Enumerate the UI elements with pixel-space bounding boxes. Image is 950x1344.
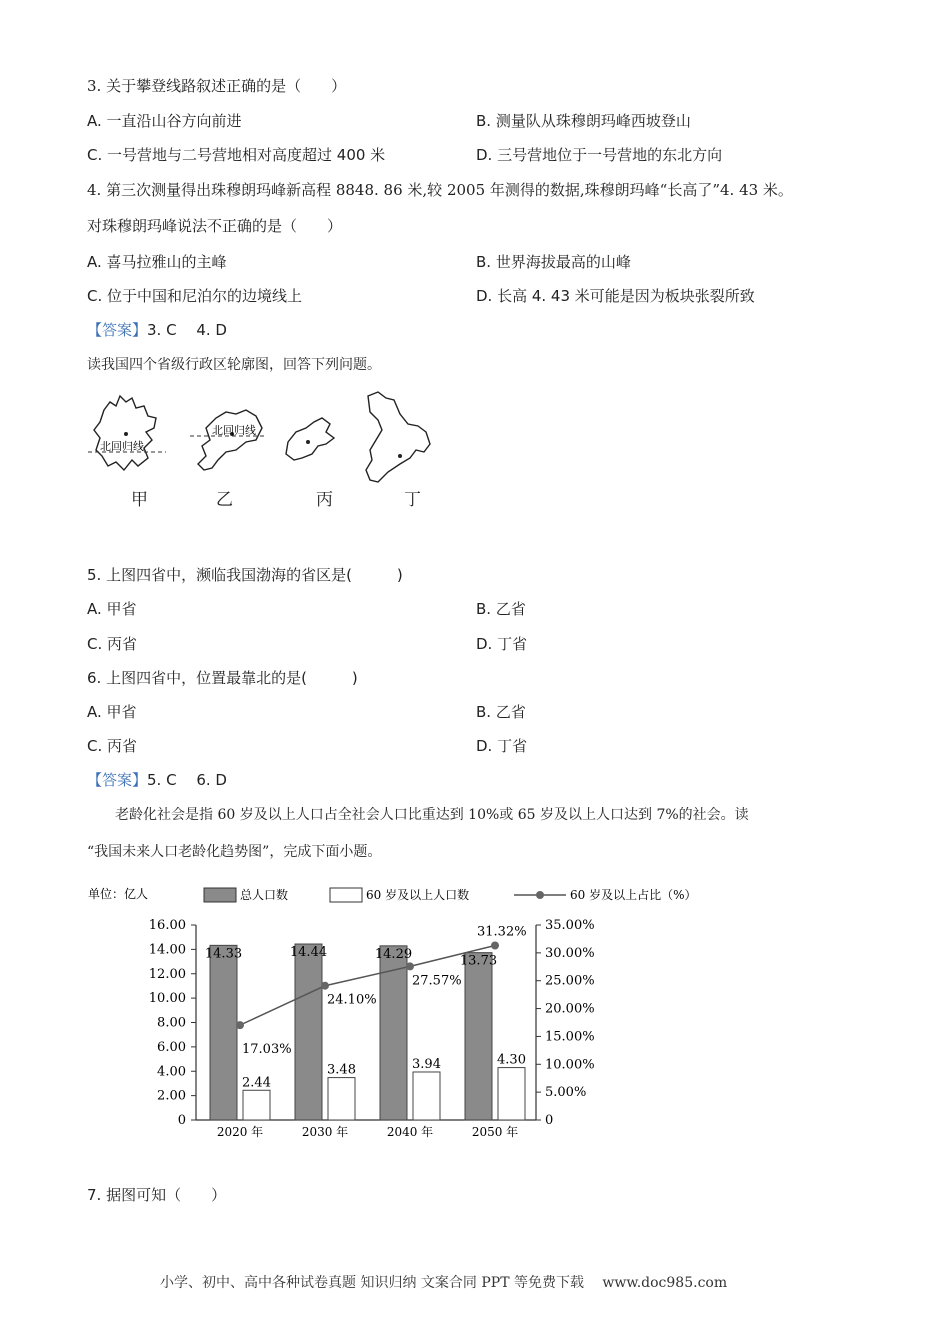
left-tick-label: 14.00	[148, 942, 186, 958]
bar-total	[295, 944, 322, 1120]
q4-stem-line1: 4. 第三次测量得出珠穆朗玛峰新高程 8848. 86 米,较 2005 年测得的数据,珠穆朗玛峰“长高了”4. 43 米。	[87, 181, 793, 199]
left-tick-label: 10.00	[148, 991, 186, 1007]
aging-trend-chart-svg	[86, 880, 697, 1150]
q6-option-b: B. 乙省	[476, 703, 526, 721]
x-tick-label: 2030 年	[301, 1125, 349, 1139]
q3-option-a: A. 一直沿山谷方向前进	[87, 112, 242, 130]
bar-elderly	[498, 1068, 525, 1120]
q6-option-d: D. 丁省	[476, 737, 528, 755]
ratio-point-label: 17.03%	[242, 1042, 292, 1058]
ratio-point	[236, 1021, 244, 1029]
capital-dot-jia	[124, 432, 128, 436]
tropic-label-jia: 北回归线	[100, 440, 144, 453]
bar-elderly-label: 4.30	[497, 1052, 526, 1068]
map-intro: 读我国四个省级行政区轮廓图，回答下列问题。	[87, 357, 381, 373]
right-tick-label: 30.00%	[545, 945, 595, 961]
q3-option-c: C. 一号营地与二号营地相对高度超过 400 米	[87, 146, 386, 164]
q5-option-d: D. 丁省	[476, 635, 528, 653]
bar-total-label: 13.73	[459, 953, 498, 969]
outline-yi	[198, 410, 262, 470]
ratio-point	[491, 942, 499, 950]
bar-elderly-label: 3.94	[412, 1056, 441, 1072]
q3-option-b: B. 测量队从珠穆朗玛峰西坡登山	[476, 112, 691, 130]
left-tick-label: 12.00	[148, 966, 186, 982]
q6-option-c: C. 丙省	[87, 737, 138, 755]
q4-option-b: B. 世界海拔最高的山峰	[476, 253, 631, 271]
capital-dot-bing	[306, 440, 310, 444]
bar-total	[210, 945, 237, 1120]
bars	[205, 944, 526, 1120]
legend-swatch-elderly	[330, 888, 362, 902]
ratio-point-label: 24.10%	[327, 992, 377, 1008]
tropic-label-yi: 北回归线	[212, 424, 256, 437]
legend-ratio: 60 岁及以上占比（%）	[570, 888, 697, 902]
q5-option-a: A. 甲省	[87, 600, 137, 618]
left-tick-label: 16.00	[148, 918, 186, 933]
q4-option-c: C. 位于中国和尼泊尔的边境线上	[87, 287, 303, 305]
ratio-point	[406, 962, 414, 970]
capital-dot-ding	[398, 454, 402, 458]
answer-3-4	[87, 320, 227, 340]
x-axis-ticks	[217, 1124, 518, 1139]
right-tick-label: 5.00%	[545, 1085, 587, 1101]
left-tick-label: 4.00	[157, 1064, 186, 1080]
right-tick-label: 25.00%	[545, 973, 595, 989]
q7-stem: 7. 据图可知（ ）	[87, 1186, 227, 1204]
answer-tag: 【答案】	[87, 771, 148, 789]
right-tick-label: 35.00%	[545, 918, 595, 933]
legend-elderly: 60 岁及以上人口数	[366, 888, 470, 902]
q5-option-c: C. 丙省	[87, 635, 138, 653]
right-tick-label: 10.00%	[545, 1057, 595, 1073]
q4-option-d: D. 长高 4. 43 米可能是因为板块张裂所致	[476, 287, 755, 305]
x-tick-label: 2020 年	[216, 1125, 264, 1139]
bar-elderly	[413, 1072, 440, 1120]
left-tick-label: 2.00	[157, 1088, 186, 1104]
q3-stem: 3. 关于攀登线路叙述正确的是（ ）	[87, 77, 347, 95]
q6-option-a: A. 甲省	[87, 703, 137, 721]
province-outline-maps	[86, 388, 466, 510]
left-tick-label: 0	[177, 1113, 186, 1128]
answer-5-6	[87, 770, 227, 790]
q3-option-d: D. 三号营地位于一号营地的东北方向	[476, 146, 723, 164]
page-footer: 小学、初中、高中各种试卷真题 知识归纳 文案合同 PPT 等免费下载 www.doc985.com	[160, 1275, 728, 1291]
map-label-jia: 甲	[131, 490, 148, 510]
bar-total-label: 14.44	[289, 945, 328, 961]
bar-elderly-label: 2.44	[242, 1075, 271, 1091]
bar-total-label: 14.33	[204, 946, 243, 962]
x-tick-label: 2040 年	[386, 1125, 434, 1139]
answer-text: 3. C 4. D	[147, 321, 227, 339]
map-label-ding: 丁	[404, 490, 421, 510]
right-tick-label: 0	[545, 1113, 554, 1128]
legend-dot-ratio	[536, 891, 544, 899]
aging-intro-line1: 老龄化社会是指 60 岁及以上人口占全社会人口比重达到 10%或 65 岁及以上人口达到 7%的社会。读	[87, 807, 749, 823]
ratio-point-label: 31.32%	[477, 924, 527, 940]
aging-intro-line2: “我国未来人口老龄化趋势图”，完成下面小题。	[87, 844, 382, 860]
q5-option-b: B. 乙省	[476, 600, 526, 618]
left-tick-label: 8.00	[157, 1015, 186, 1031]
right-tick-label: 20.00%	[545, 1001, 595, 1017]
right-axis-ticks	[536, 918, 595, 1128]
ratio-point-label: 27.57%	[412, 973, 462, 989]
aging-trend-chart	[86, 880, 697, 1150]
q4-option-a: A. 喜马拉雅山的主峰	[87, 253, 227, 271]
map-label-bing: 丙	[316, 490, 333, 510]
legend-swatch-total	[204, 888, 236, 902]
answer-tag: 【答案】	[87, 321, 148, 339]
outline-ding	[366, 392, 430, 482]
q5-stem: 5. 上图四省中，濒临我国渤海的省区是( )	[87, 566, 403, 584]
right-tick-label: 15.00%	[545, 1029, 595, 1045]
x-tick-label: 2050 年	[471, 1125, 519, 1139]
answer-text: 5. C 6. D	[147, 771, 227, 789]
ratio-point	[321, 982, 329, 990]
map-label-yi: 乙	[216, 490, 233, 510]
left-axis-ticks	[149, 918, 196, 1128]
bar-elderly	[243, 1090, 270, 1120]
q4-stem-line2: 对珠穆朗玛峰说法不正确的是（ ）	[87, 217, 343, 235]
q6-stem: 6. 上图四省中，位置最靠北的是( )	[87, 669, 358, 687]
bar-total-label: 14.29	[374, 946, 413, 962]
bar-elderly-label: 3.48	[327, 1062, 356, 1078]
unit-label: 单位：亿人	[88, 887, 149, 901]
bar-elderly	[328, 1078, 355, 1120]
legend-total: 总人口数	[240, 888, 289, 902]
bar-total	[465, 953, 492, 1120]
outline-bing	[286, 418, 334, 460]
left-tick-label: 6.00	[157, 1039, 186, 1055]
